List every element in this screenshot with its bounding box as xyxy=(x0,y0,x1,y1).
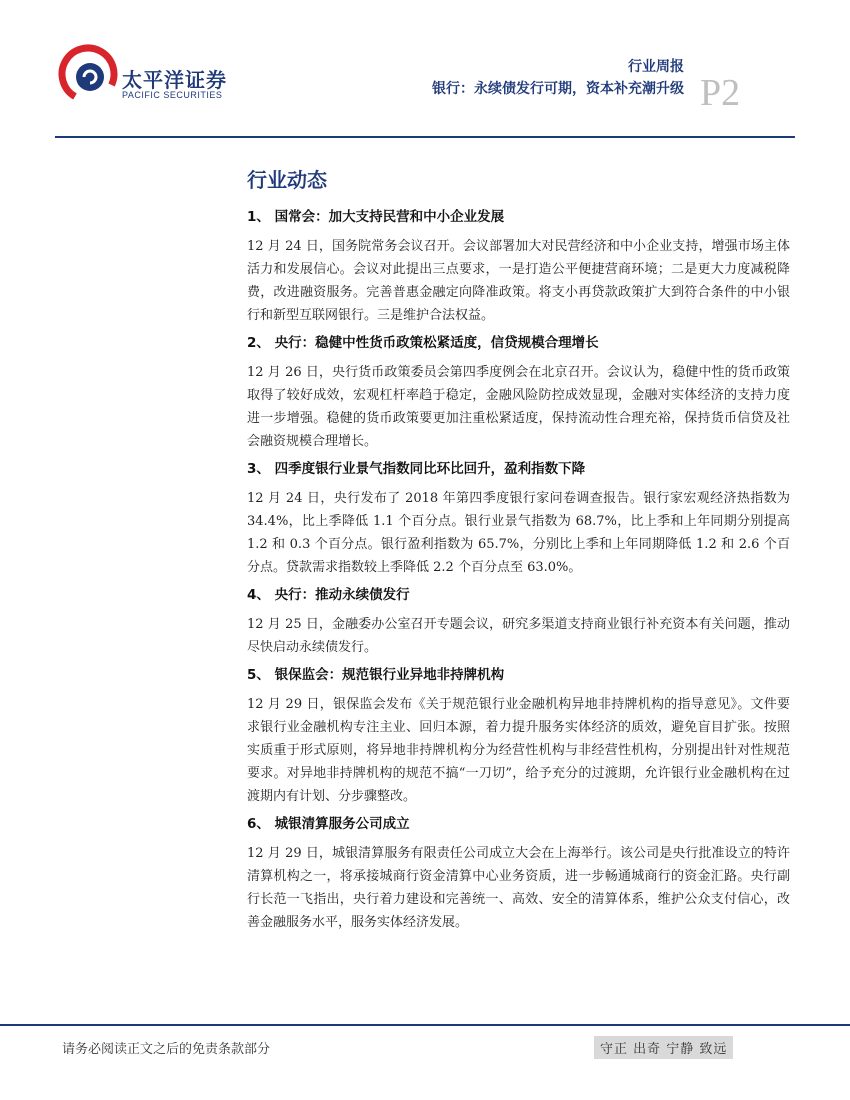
news-item-heading: 1、 国常会：加大支持民营和中小企业发展 xyxy=(247,209,505,225)
news-item-body: 12 月 24 日，国务院常务会议召开。会议部署加大对民营经济和中小企业支持，增强市场主体活力和发展信心。会议对此提出三点要求，一是打造公平便捷营商环境；二是更大力度减税降费，改进融资服务。完善普惠金融定向降准政策。将支小再贷款政策扩大到符合条件的中小银行和新型互联网银行。三是维护合法权益。 xyxy=(247,239,790,323)
news-item xyxy=(247,459,790,579)
main-content xyxy=(247,164,790,938)
page-header xyxy=(0,0,850,140)
news-item-body: 12 月 26 日，央行货币政策委员会第四季度例会在北京召开。会议认为，稳健中性的货币政策取得了较好成效，宏观杠杆率趋于稳定，金融风险防控成效显现，金融对实体经济的支持力度进一步增强。稳健的货币政策要更加注重松紧适度，保持流动性合理充裕，保持货币信贷及社会融资规模合理增长。 xyxy=(247,365,790,449)
brand-name-en: PACIFIC SECURITIES xyxy=(122,90,223,100)
news-item xyxy=(247,207,790,327)
pacific-securities-logo-icon xyxy=(58,44,118,104)
news-item xyxy=(247,585,790,659)
news-item-heading: 2、 央行：稳健中性货币政策松紧适度，信贷规模合理增长 xyxy=(247,335,599,351)
report-type-label: 行业周报 xyxy=(628,59,684,75)
brand-name-cn: 太平洋证券 xyxy=(122,68,227,92)
news-item-heading: 5、 银保监会：规范银行业异地非持牌机构 xyxy=(247,667,505,683)
news-item-heading: 3、 四季度银行业景气指数同比环比回升，盈利指数下降 xyxy=(247,461,586,477)
news-item xyxy=(247,665,790,808)
news-item-heading: 6、 城银清算服务公司成立 xyxy=(247,816,410,832)
disclaimer-note: 请务必阅读正文之后的免责条款部分 xyxy=(62,1042,271,1057)
page-number: P2 xyxy=(700,72,741,114)
footer-divider xyxy=(0,1024,850,1026)
company-motto: 守正 出奇 宁静 致远 xyxy=(594,1036,733,1059)
report-title: 银行：永续债发行可期，资本补充潮升级 xyxy=(432,81,684,97)
news-item xyxy=(247,814,790,934)
news-item-body: 12 月 29 日，银保监会发布《关于规范银行业金融机构异地非持牌机构的指导意见》。文件要求银行业金融机构专注主业、回归本源，着力提升服务实体经济的质效，避免盲目扩张。按照实质重于形式原则，将异地非持牌机构分为经营性机构与非经营性机构，分别提出针对性规范要求。对异地非持牌机构的规范不搞“一刀切”，给予充分的过渡期，允许银行业金融机构在过渡期内有计划、分步骤整改。 xyxy=(247,697,790,804)
section-title: 行业动态 xyxy=(247,168,327,192)
news-item xyxy=(247,333,790,453)
news-item-body: 12 月 29 日，城银清算服务有限责任公司成立大会在上海举行。该公司是央行批准设立的特许清算机构之一，将承接城商行资金清算中心业务资质，进一步畅通城商行的资金汇路。央行副行长范一飞指出，央行着力建设和完善统一、高效、安全的清算体系，维护公众支付信心，改善金融服务水平，服务实体经济发展。 xyxy=(247,846,790,930)
news-item-body: 12 月 24 日，央行发布了 2018 年第四季度银行家问卷调查报告。银行家宏观经济热指数为 34.4%，比上季降低 1.1 个百分点。银行业景气指数为 68.7%，比上季和上年同期分别提高 1.2 和 0.3 个百分点。银行盈利指数为 65.7%，分别比上季和上年同期降低 1.2 和 2.6 个百分点。贷款需求指数较上季降低 2.2 个百分点至 63.0%。 xyxy=(247,491,790,575)
news-item-body: 12 月 25 日，金融委办公室召开专题会议，研究多渠道支持商业银行补充资本有关问题，推动尽快启动永续债发行。 xyxy=(247,617,790,655)
header-divider xyxy=(55,136,795,138)
news-item-heading: 4、 央行：推动永续债发行 xyxy=(247,587,410,603)
